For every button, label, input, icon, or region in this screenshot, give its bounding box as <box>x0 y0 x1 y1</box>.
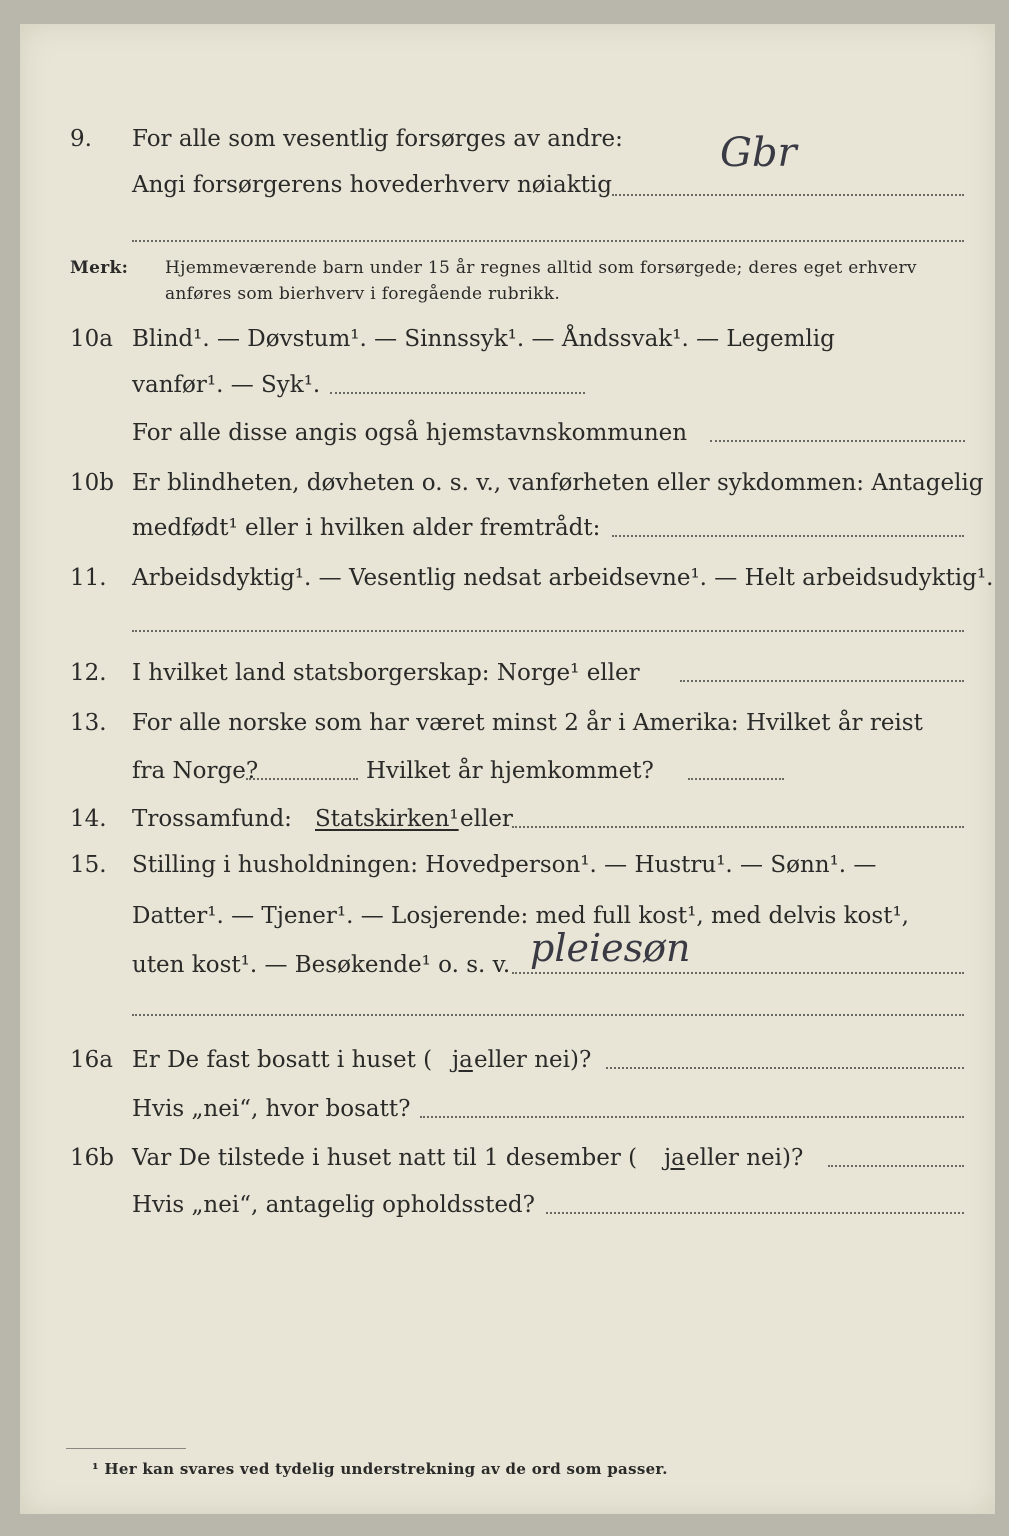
q16a-dots1 <box>606 1067 964 1069</box>
q11-dots <box>132 630 964 632</box>
q14-number: 14. <box>70 806 107 832</box>
q11-number: 11. <box>70 565 107 591</box>
q12-line1: I hvilket land statsborgerskap: Norge¹ eller <box>132 660 640 686</box>
q10b-line2: medfødt¹ eller i hvilken alder fremtrådt: <box>132 515 601 541</box>
q16b-dots2 <box>546 1212 964 1214</box>
q10a-line1: Blind¹. — Døvstum¹. — Sinnssyk¹. — Åndssvak¹. — Legemlig <box>132 326 835 352</box>
q9-line1: For alle som vesentlig forsørges av andre: <box>132 126 623 152</box>
q12-dots <box>680 680 964 682</box>
q13-line2b: Hvilket år hjemkommet? <box>366 758 654 784</box>
merk-label: Merk: <box>70 258 129 278</box>
q10b-line1: Er blindheten, døvheten o. s. v., vanførheten eller sykdommen: Antagelig <box>132 470 984 496</box>
q9-answer-dots <box>612 194 964 196</box>
q14-statskirken: Statskirken¹ <box>315 806 459 832</box>
q13-line1: For alle norske som har været minst 2 år i Amerika: Hvilket år reist <box>132 710 923 736</box>
q10b-number: 10b <box>70 470 114 496</box>
merk-line1: Hjemmeværende barn under 15 år regnes alltid som forsørgede; deres eget erhverv <box>165 258 917 278</box>
q10a-number: 10a <box>70 326 113 352</box>
q14-line1c: eller <box>460 806 513 832</box>
q16b-dots1 <box>828 1165 964 1167</box>
q9-handwritten-answer: Gbr <box>720 130 797 176</box>
q10a-line3: For alle disse angis også hjemstavnskommunen <box>132 420 688 446</box>
q16b-line1c: eller nei)? <box>686 1145 804 1171</box>
q15-handwritten-answer: pleiesøn <box>530 926 691 970</box>
q13-number: 13. <box>70 710 107 736</box>
q10b-dots <box>612 535 964 537</box>
q14-line1a: Trossamfund: <box>132 806 292 832</box>
footnote: ¹ Her kan svares ved tydelig understrekning av de ord som passer. <box>92 1460 668 1478</box>
q16b-line2: Hvis „nei“, antagelig opholdssted? <box>132 1192 535 1218</box>
q9-line2: Angi forsørgerens hovederhverv nøiaktig <box>132 172 612 198</box>
q16a-line2: Hvis „nei“, hvor bosatt? <box>132 1096 411 1122</box>
q15-number: 15. <box>70 852 107 878</box>
q11-line1: Arbeidsdyktig¹. — Vesentlig nedsat arbeidsevne¹. — Helt arbeidsudyktig¹. <box>132 565 994 591</box>
q16b-ja: ja <box>664 1145 685 1171</box>
q16a-line1a: Er De fast bosatt i huset ( <box>132 1047 433 1073</box>
q13-dots1 <box>246 778 358 780</box>
merk-line2: anføres som bierhverv i foregående rubrikk. <box>165 284 561 304</box>
q16a-line1c: eller nei)? <box>474 1047 592 1073</box>
q12-number: 12. <box>70 660 107 686</box>
q14-dots <box>512 826 964 828</box>
q16a-number: 16a <box>70 1047 113 1073</box>
q9-extra-dots <box>132 240 964 242</box>
q13-line2a: fra Norge? <box>132 758 259 784</box>
q15-line1: Stilling i husholdningen: Hovedperson¹. — Hustru¹. — Sønn¹. — <box>132 852 877 878</box>
q15-dots1 <box>512 972 964 974</box>
q10a-dots1 <box>330 392 585 394</box>
q13-dots2 <box>688 778 784 780</box>
q15-line3: uten kost¹. — Besøkende¹ o. s. v. <box>132 952 511 978</box>
q10a-dots2 <box>710 440 965 442</box>
q15-line2: Datter¹. — Tjener¹. — Losjerende: med full kost¹, med delvis kost¹, <box>132 903 909 929</box>
q16b-number: 16b <box>70 1145 114 1171</box>
q10a-line2: vanfør¹. — Syk¹. <box>132 372 321 398</box>
q16b-line1a: Var De tilstede i huset natt til 1 desember ( <box>132 1145 638 1171</box>
q9-number: 9. <box>70 126 92 152</box>
footnote-rule <box>66 1448 186 1449</box>
q16a-dots2 <box>420 1116 964 1118</box>
q15-dots2 <box>132 1014 964 1016</box>
q16a-ja: ja <box>452 1047 473 1073</box>
